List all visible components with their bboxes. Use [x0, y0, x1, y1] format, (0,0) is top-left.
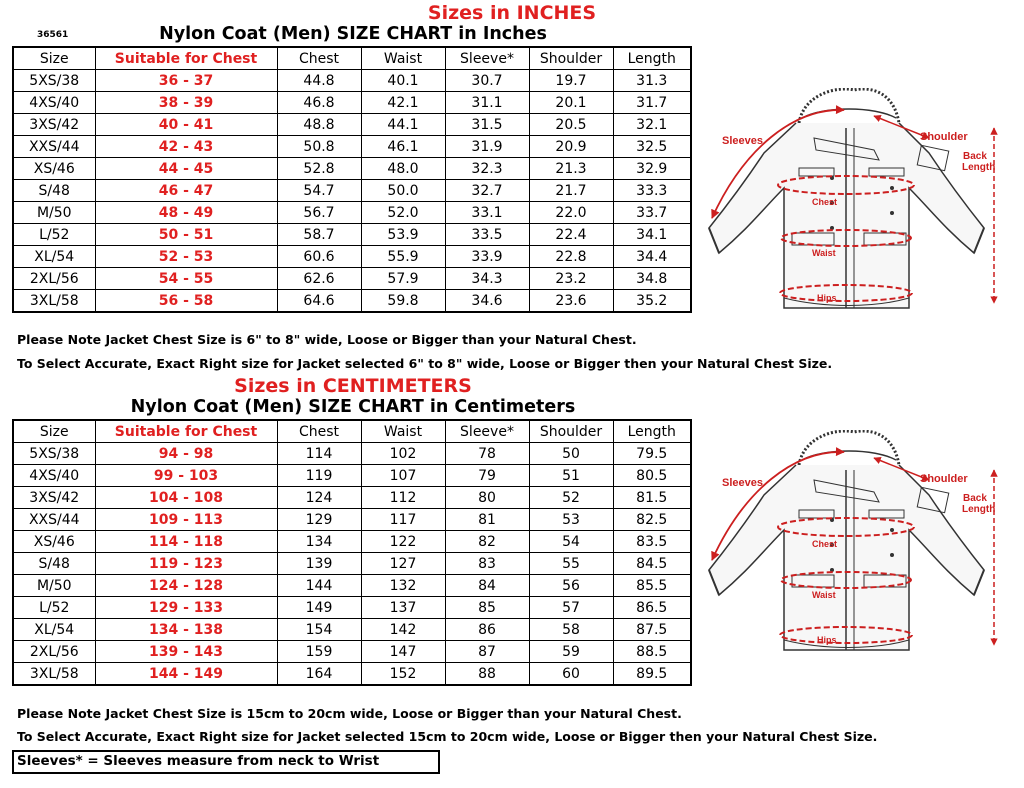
table-cell: 60.6 [277, 246, 361, 268]
table-cell: 144 - 149 [95, 663, 277, 686]
table-cell: 139 [277, 553, 361, 575]
label-hips: Hips [817, 293, 837, 303]
table-cell: 114 - 118 [95, 531, 277, 553]
table-cell: L/52 [13, 224, 95, 246]
table-cell: 54 [529, 531, 613, 553]
label-hips: Hips [817, 635, 837, 645]
table-cell: XS/46 [13, 531, 95, 553]
table-cell: 134 - 138 [95, 619, 277, 641]
table-row [13, 136, 691, 158]
table-cell: 134 [277, 531, 361, 553]
table-cell: 86.5 [613, 597, 691, 619]
table-cell: 48 - 49 [95, 202, 277, 224]
table-cell: 102 [361, 443, 445, 465]
table-cell: 3XL/58 [13, 663, 95, 686]
table-cell: 23.2 [529, 268, 613, 290]
table-cell: 5XS/38 [13, 70, 95, 92]
table-cell: 60 [529, 663, 613, 686]
table-cell: 82.5 [613, 509, 691, 531]
table-cell: 109 - 113 [95, 509, 277, 531]
table-cell: 20.9 [529, 136, 613, 158]
table-cell: 33.5 [445, 224, 529, 246]
column-header: Length [613, 420, 691, 443]
table-cell: 87 [445, 641, 529, 663]
table-cell: 149 [277, 597, 361, 619]
inches-size-table [12, 46, 692, 313]
table-row [13, 268, 691, 290]
table-cell: 56 - 58 [95, 290, 277, 313]
label-back: Back [963, 151, 987, 162]
table-cell: 32.7 [445, 180, 529, 202]
table-cell: 80 [445, 487, 529, 509]
column-header: Shoulder [529, 47, 613, 70]
cm-heading: Sizes in CENTIMETERS [234, 375, 472, 397]
table-cell: 132 [361, 575, 445, 597]
table-cell: 32.3 [445, 158, 529, 180]
table-row [13, 158, 691, 180]
table-cell: 3XS/42 [13, 487, 95, 509]
table-row [13, 641, 691, 663]
table-cell: 84.5 [613, 553, 691, 575]
column-header: Suitable for Chest [95, 47, 277, 70]
table-row [13, 597, 691, 619]
table-cell: 55.9 [361, 246, 445, 268]
table-cell: 54 - 55 [95, 268, 277, 290]
table-row [13, 619, 691, 641]
table-cell: S/48 [13, 180, 95, 202]
inches-note-1: Please Note Jacket Chest Size is 6" to 8" wide, Loose or Bigger than your Natural Chest. [17, 332, 637, 347]
table-cell: 80.5 [613, 465, 691, 487]
table-row [13, 487, 691, 509]
table-cell: 46 - 47 [95, 180, 277, 202]
table-cell: 137 [361, 597, 445, 619]
cm-subtitle: Nylon Coat (Men) SIZE CHART in Centimeters [130, 397, 576, 417]
table-cell: 2XL/56 [13, 268, 95, 290]
table-cell: 159 [277, 641, 361, 663]
table-cell: 78 [445, 443, 529, 465]
table-cell: M/50 [13, 202, 95, 224]
table-cell: 31.3 [613, 70, 691, 92]
column-header: Waist [361, 420, 445, 443]
table-cell: 107 [361, 465, 445, 487]
table-cell: 35.2 [613, 290, 691, 313]
table-cell: 52 - 53 [95, 246, 277, 268]
table-row [13, 290, 691, 313]
table-cell: 36 - 37 [95, 70, 277, 92]
table-cell: 50 [529, 443, 613, 465]
table-cell: 4XS/40 [13, 465, 95, 487]
table-cell: 23.6 [529, 290, 613, 313]
table-cell: 30.7 [445, 70, 529, 92]
table-cell: 64.6 [277, 290, 361, 313]
table-cell: 82 [445, 531, 529, 553]
table-cell: 112 [361, 487, 445, 509]
table-cell: 57.9 [361, 268, 445, 290]
table-cell: 33.3 [613, 180, 691, 202]
table-cell: 84 [445, 575, 529, 597]
table-cell: 42.1 [361, 92, 445, 114]
table-cell: 48.0 [361, 158, 445, 180]
inches-note-2: To Select Accurate, Exact Right size for Jacket selected 6" to 8" wide, Loose or Bigger then your Natural Chest Size. [17, 356, 833, 371]
cm-note-2: To Select Accurate, Exact Right size for Jacket selected 15cm to 20cm wide, Loose or Bigger then your Natural Chest Size. [17, 729, 878, 744]
table-cell: 50.8 [277, 136, 361, 158]
inches-subtitle: Nylon Coat (Men) SIZE CHART in Inches [159, 24, 547, 44]
table-cell: 46.8 [277, 92, 361, 114]
table-cell: 88.5 [613, 641, 691, 663]
jacket-diagram-inches [702, 88, 1014, 313]
table-cell: 85.5 [613, 575, 691, 597]
table-cell: 33.9 [445, 246, 529, 268]
table-cell: 32.5 [613, 136, 691, 158]
table-cell: 34.8 [613, 268, 691, 290]
table-row [13, 465, 691, 487]
table-cell: 56 [529, 575, 613, 597]
table-row [13, 443, 691, 465]
table-row [13, 509, 691, 531]
table-row [13, 246, 691, 268]
table-cell: 152 [361, 663, 445, 686]
table-cell: 164 [277, 663, 361, 686]
table-cell: 81.5 [613, 487, 691, 509]
table-cell: 59.8 [361, 290, 445, 313]
table-cell: 154 [277, 619, 361, 641]
table-cell: 127 [361, 553, 445, 575]
table-cell: 3XL/58 [13, 290, 95, 313]
table-cell: 48.8 [277, 114, 361, 136]
table-cell: 89.5 [613, 663, 691, 686]
table-cell: 124 [277, 487, 361, 509]
table-row [13, 553, 691, 575]
table-cell: 124 - 128 [95, 575, 277, 597]
table-cell: 94 - 98 [95, 443, 277, 465]
table-cell: L/52 [13, 597, 95, 619]
table-cell: 119 - 123 [95, 553, 277, 575]
table-cell: 59 [529, 641, 613, 663]
column-header: Waist [361, 47, 445, 70]
table-cell: 44 - 45 [95, 158, 277, 180]
table-cell: XXS/44 [13, 509, 95, 531]
table-cell: 79 [445, 465, 529, 487]
table-cell: XS/46 [13, 158, 95, 180]
table-cell: 53 [529, 509, 613, 531]
table-cell: 52.8 [277, 158, 361, 180]
table-cell: XXS/44 [13, 136, 95, 158]
table-cell: 52.0 [361, 202, 445, 224]
table-cell: 87.5 [613, 619, 691, 641]
table-cell: 88 [445, 663, 529, 686]
cm-note-1: Please Note Jacket Chest Size is 15cm to 20cm wide, Loose or Bigger than your Natural Chest. [17, 706, 682, 721]
table-row [13, 202, 691, 224]
table-cell: 5XS/38 [13, 443, 95, 465]
label-sleeves: Sleeves [722, 135, 763, 147]
label-sleeves: Sleeves [722, 477, 763, 489]
column-header: Sleeve* [445, 47, 529, 70]
label-chest: Chest [812, 539, 838, 549]
table-cell: 44.8 [277, 70, 361, 92]
table-row [13, 114, 691, 136]
column-header: Size [13, 420, 95, 443]
table-cell: 147 [361, 641, 445, 663]
label-shoulder: Shoulder [920, 131, 968, 143]
table-cell: 34.1 [613, 224, 691, 246]
label-chest: Chest [812, 197, 838, 207]
table-cell: 20.1 [529, 92, 613, 114]
column-header: Suitable for Chest [95, 420, 277, 443]
table-cell: 53.9 [361, 224, 445, 246]
inches-heading: Sizes in INCHES [427, 2, 597, 24]
column-header: Shoulder [529, 420, 613, 443]
table-row [13, 180, 691, 202]
table-cell: 144 [277, 575, 361, 597]
table-cell: 22.0 [529, 202, 613, 224]
table-cell: 122 [361, 531, 445, 553]
table-cell: 86 [445, 619, 529, 641]
table-cell: 62.6 [277, 268, 361, 290]
table-cell: 31.7 [613, 92, 691, 114]
table-row [13, 70, 691, 92]
table-cell: 32.9 [613, 158, 691, 180]
table-row [13, 575, 691, 597]
table-cell: 99 - 103 [95, 465, 277, 487]
sleeve-definition-note: Sleeves* = Sleeves measure from neck to Wrist [12, 750, 440, 774]
table-cell: 3XS/42 [13, 114, 95, 136]
table-row [13, 531, 691, 553]
jacket-diagram-cm [702, 430, 1014, 655]
table-row [13, 663, 691, 686]
table-cell: XL/54 [13, 619, 95, 641]
table-cell: S/48 [13, 553, 95, 575]
table-cell: 58 [529, 619, 613, 641]
table-cell: 22.4 [529, 224, 613, 246]
table-cell: 20.5 [529, 114, 613, 136]
product-code: 36561 [37, 30, 69, 40]
table-cell: 38 - 39 [95, 92, 277, 114]
table-cell: 33.7 [613, 202, 691, 224]
table-cell: 33.1 [445, 202, 529, 224]
table-cell: 117 [361, 509, 445, 531]
table-cell: 46.1 [361, 136, 445, 158]
table-cell: 51 [529, 465, 613, 487]
cm-size-table [12, 419, 692, 686]
table-header-row [13, 420, 691, 443]
table-cell: 50.0 [361, 180, 445, 202]
table-cell: 139 - 143 [95, 641, 277, 663]
table-cell: 81 [445, 509, 529, 531]
table-cell: 19.7 [529, 70, 613, 92]
table-cell: 21.3 [529, 158, 613, 180]
column-header: Chest [277, 47, 361, 70]
table-cell: 58.7 [277, 224, 361, 246]
table-cell: 83 [445, 553, 529, 575]
table-cell: 31.1 [445, 92, 529, 114]
table-cell: 119 [277, 465, 361, 487]
label-back: Back [963, 493, 987, 504]
table-cell: 85 [445, 597, 529, 619]
table-cell: 83.5 [613, 531, 691, 553]
table-row [13, 92, 691, 114]
table-cell: 56.7 [277, 202, 361, 224]
table-cell: 104 - 108 [95, 487, 277, 509]
label-length: Length [962, 504, 996, 515]
label-waist: Waist [812, 248, 836, 258]
table-cell: 44.1 [361, 114, 445, 136]
table-cell: 142 [361, 619, 445, 641]
table-cell: 21.7 [529, 180, 613, 202]
table-cell: 129 - 133 [95, 597, 277, 619]
table-cell: 34.6 [445, 290, 529, 313]
table-cell: XL/54 [13, 246, 95, 268]
table-cell: 22.8 [529, 246, 613, 268]
table-cell: 32.1 [613, 114, 691, 136]
table-cell: 34.4 [613, 246, 691, 268]
table-cell: 31.9 [445, 136, 529, 158]
table-cell: M/50 [13, 575, 95, 597]
table-row [13, 224, 691, 246]
table-cell: 129 [277, 509, 361, 531]
table-cell: 34.3 [445, 268, 529, 290]
table-cell: 40.1 [361, 70, 445, 92]
table-cell: 50 - 51 [95, 224, 277, 246]
label-waist: Waist [812, 590, 836, 600]
column-header: Size [13, 47, 95, 70]
table-cell: 4XS/40 [13, 92, 95, 114]
column-header: Length [613, 47, 691, 70]
table-cell: 55 [529, 553, 613, 575]
column-header: Sleeve* [445, 420, 529, 443]
column-header: Chest [277, 420, 361, 443]
table-cell: 54.7 [277, 180, 361, 202]
table-cell: 2XL/56 [13, 641, 95, 663]
table-cell: 79.5 [613, 443, 691, 465]
table-cell: 40 - 41 [95, 114, 277, 136]
label-length: Length [962, 162, 996, 173]
table-cell: 52 [529, 487, 613, 509]
table-header-row [13, 47, 691, 70]
table-cell: 114 [277, 443, 361, 465]
label-shoulder: Shoulder [920, 473, 968, 485]
table-cell: 31.5 [445, 114, 529, 136]
table-cell: 57 [529, 597, 613, 619]
table-cell: 42 - 43 [95, 136, 277, 158]
